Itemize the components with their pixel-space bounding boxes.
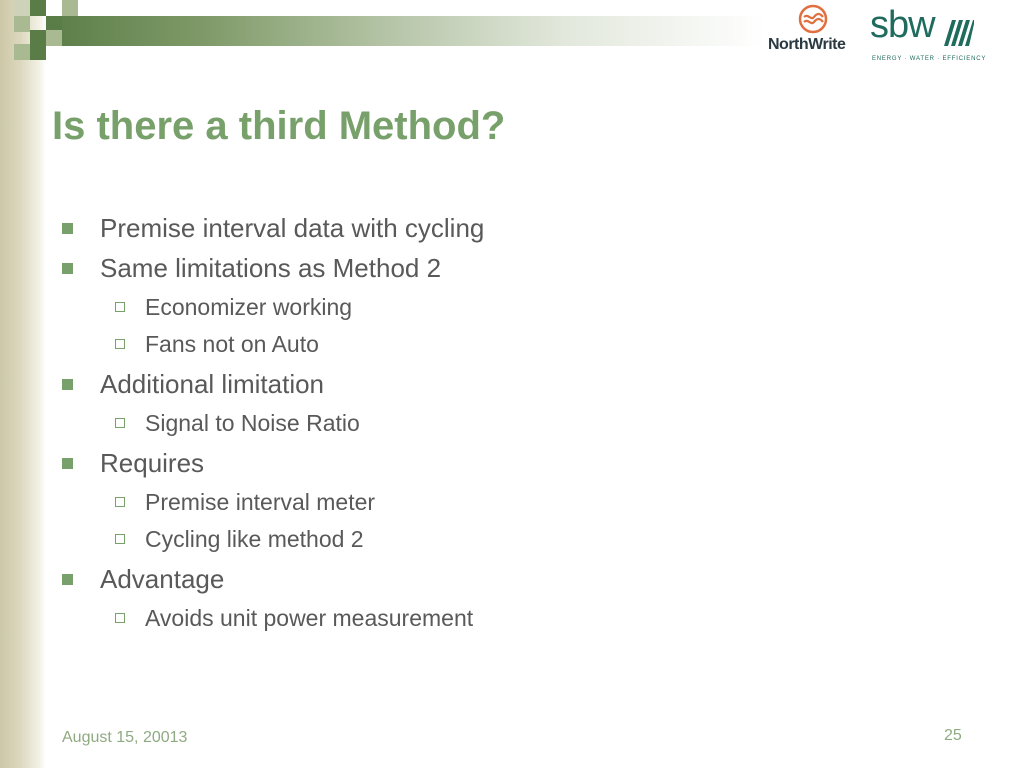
sub-bullet-text: Cycling like method 2: [145, 526, 364, 552]
hollow-square-bullet-icon: [115, 613, 125, 623]
deco-square: [62, 0, 78, 16]
northwrite-logo: [766, 4, 862, 54]
slide-title: Is there a third Method?: [52, 104, 506, 148]
hollow-square-bullet-icon: [115, 418, 125, 428]
northwrite-wave-icon: [798, 4, 828, 34]
bullet-item: [62, 561, 962, 601]
sbw-slashes-icon: [944, 20, 974, 46]
bullet-item: [62, 445, 962, 485]
square-bullet-icon: [62, 458, 73, 469]
deco-square: [14, 0, 30, 16]
sub-bullet-item: [62, 327, 962, 364]
hollow-square-bullet-icon: [115, 339, 125, 349]
sub-bullet-item: [62, 406, 962, 443]
deco-square: [14, 16, 30, 32]
bullet-text: Advantage: [100, 564, 225, 594]
square-bullet-icon: [62, 263, 73, 274]
sub-bullet-text: Signal to Noise Ratio: [145, 410, 360, 436]
sub-bullet-text: Premise interval meter: [145, 489, 376, 515]
bullet-item: [62, 210, 962, 250]
square-bullet-icon: [62, 379, 73, 390]
deco-square: [30, 44, 46, 60]
left-decorative-strip: [0, 0, 46, 768]
sbw-tagline: ENERGY · WATER · EFFICIENCY: [872, 56, 987, 62]
deco-square: [30, 0, 46, 16]
sbw-wordmark: sbw: [870, 4, 935, 46]
sub-bullet-item: [62, 290, 962, 327]
hollow-square-bullet-icon: [115, 302, 125, 312]
slide-number: 25: [944, 727, 962, 744]
header-gradient-bar: [46, 16, 766, 46]
bullet-text: Requires: [100, 448, 205, 478]
sub-bullet-text: Fans not on Auto: [145, 331, 319, 357]
bullet-item: [62, 366, 962, 406]
sbw-logo: [868, 4, 987, 66]
bullet-text: Premise interval data with cycling: [100, 213, 485, 243]
sub-bullet-text: Avoids unit power measurement: [145, 605, 474, 631]
footer-date: August 15, 20013: [62, 729, 188, 746]
square-bullet-icon: [62, 574, 73, 585]
hollow-square-bullet-icon: [115, 497, 125, 507]
northwrite-wordmark: NorthWrite: [768, 36, 846, 53]
bullet-list: [62, 210, 962, 638]
hollow-square-bullet-icon: [115, 534, 125, 544]
bullet-item: [62, 250, 962, 290]
sub-bullet-item: [62, 601, 962, 638]
sub-bullet-text: Economizer working: [145, 294, 353, 320]
deco-square: [46, 30, 62, 46]
bullet-text: Additional limitation: [100, 369, 325, 399]
deco-square: [14, 44, 30, 60]
bullet-text: Same limitations as Method 2: [100, 253, 442, 283]
sub-bullet-item: [62, 522, 962, 559]
square-bullet-icon: [62, 223, 73, 234]
sub-bullet-item: [62, 485, 962, 522]
